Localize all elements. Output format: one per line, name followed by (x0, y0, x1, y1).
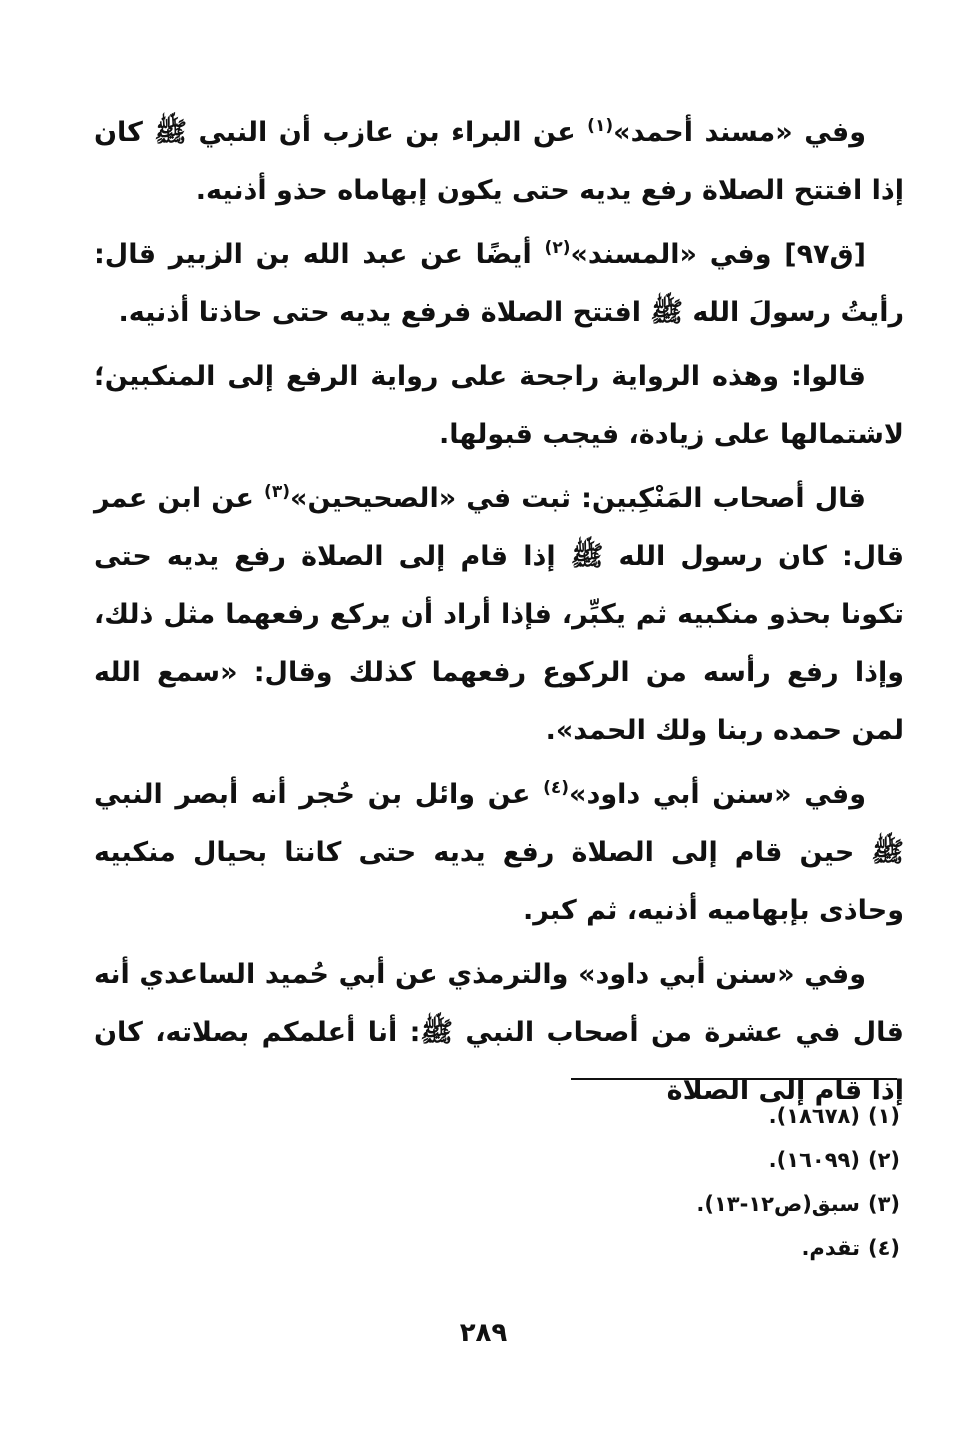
paragraph-text: [ق٩٧] وفي «المسند» (570, 239, 867, 270)
footnote-reference[interactable]: (١) (587, 116, 614, 136)
paragraph-text: وفي «مسند أحمد» (613, 117, 866, 148)
paragraph-text: عن وائل بن حُجر أنه أبصر النبي ﷺ حين قام إلى الصلاة رفع يديه حتى كانتا بحيال منكبيه وحاذى بإبهاميه أذنيه، ثم كبر. (94, 779, 904, 926)
footnote-divider (571, 1078, 897, 1080)
paragraph-text: وفي «سنن أبي داود» والترمذي عن أبي حُميد الساعدي أنه قال في عشرة من أصحاب النبي ﷺ: أنا أعلمكم بصلاته، كان إذا قام إلى الصلاة (94, 959, 904, 1106)
footnote-reference[interactable]: (٢) (544, 238, 571, 258)
footnote-number: (٢) (867, 1148, 900, 1172)
footnotes (500, 1094, 900, 1270)
footnote-3 (500, 1182, 900, 1226)
paragraph-text: أيضًا عن عبد الله بن الزبير قال: رأيتُ رسولَ الله ﷺ افتتح الصلاة فرفع يديه حتى حاذتا أذنيه. (94, 239, 904, 328)
main-text (94, 104, 904, 1126)
footnote-text: (١٦٠٩٩). (768, 1148, 860, 1172)
paragraph-text: عن البراء بن عازب أن النبي ﷺ كان إذا افتتح الصلاة رفع يديه حتى يكون إبهاماه حذو أذنيه. (94, 117, 904, 206)
footnote-reference[interactable]: (٣) (264, 482, 290, 502)
paragraph-musnad-ibn-zubair (94, 226, 904, 342)
paragraph-text: وفي «سنن أبي داود» (569, 779, 866, 810)
footnote-reference[interactable]: (٤) (543, 778, 570, 798)
paragraph-ashab-al-mankibin (94, 470, 904, 760)
paragraph-text: قالوا: وهذه الرواية راجحة على رواية الرفع إلى المنكبين؛ لاشتمالها على زيادة، فيجب قبولها. (94, 361, 904, 450)
paragraph-text: عن ابن عمر قال: كان رسول الله ﷺ إذا قام إلى الصلاة رفع يديه حتى تكونا بحذو منكبيه ثم يكبِّر، فإذا أراد أن يركع رفعهما مثل ذلك، وإذا رفع رأسه من الركوع رفعهما كذلك وقال: «سمع الله لمن حمده ربنا ولك الحمد». (94, 483, 904, 746)
paragraph-text: قال أصحاب المَنْكِبين: ثبت في «الصحيحين» (290, 483, 866, 514)
footnote-1 (500, 1094, 900, 1138)
paragraph-sunan-abi-dawud (94, 766, 904, 940)
page-number: ٢٨٩ (459, 1318, 508, 1348)
footnote-text: تقدم. (801, 1236, 860, 1260)
paragraph-qalu (94, 348, 904, 464)
footnote-number: (٣) (867, 1192, 900, 1216)
paragraph-musnad-ahmad (94, 104, 904, 220)
footnote-number: (١) (867, 1104, 900, 1128)
footnote-4 (500, 1226, 900, 1270)
footnote-2 (500, 1138, 900, 1182)
footnote-text: سبق(ص١٢-١٣). (696, 1192, 860, 1216)
footnote-number: (٤) (867, 1236, 900, 1260)
footnote-text: (١٨٦٧٨). (768, 1104, 860, 1128)
